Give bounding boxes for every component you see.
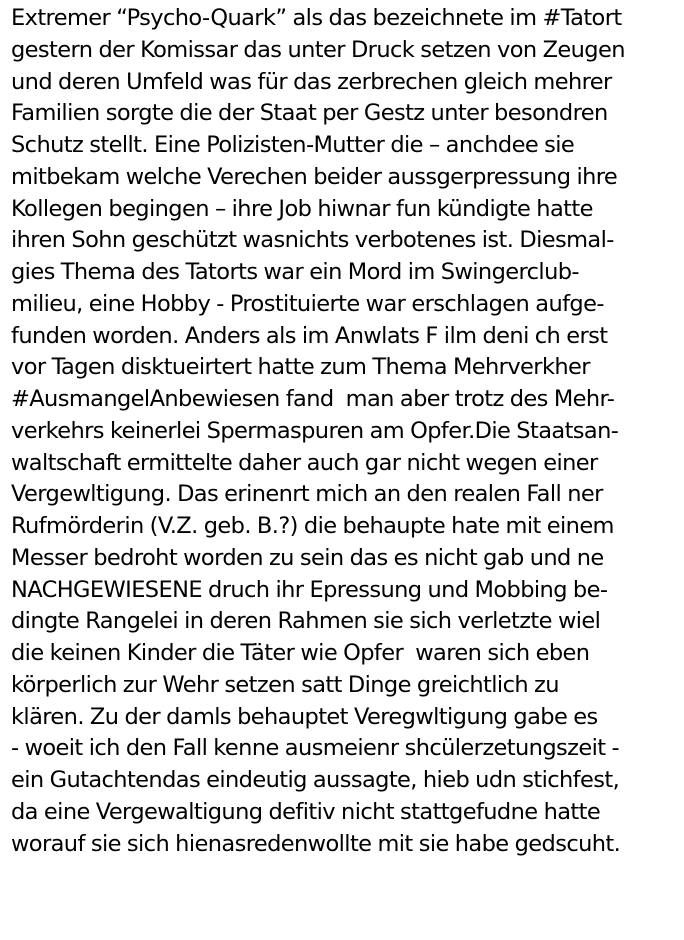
text-line-14: verkehrs keinerlei Spermaspuren am Opfer.Die Staatsan-	[11, 417, 619, 444]
text-line-9: gies Thema des Tatorts war ein Mord im Swingerclub-	[11, 259, 579, 285]
text-line-4: Familien sorgte die der Staat per Gestz unter besondren	[11, 100, 608, 127]
text-line-8: ihren Sohn geschützt wasnichts verbotenes ist. Diesmal-	[11, 227, 614, 254]
body-text	[11, 3, 679, 860]
text-line-17: Rufmörderin (V.Z. geb. B.?) die behaupte hate mit einem	[11, 513, 614, 539]
text-line-22: körperlich zur Wehr setzen satt Dinge greichtlich zu	[11, 671, 559, 698]
text-line-25: ein Gutachtendas eindeutig aussagte, hieb udn stichfest,	[11, 767, 620, 793]
text-line-11: funden worden. Anders als im Anwlats F ilm deni ch erst	[11, 322, 608, 349]
text-line-1: Extremer “Psycho-Quark” als das bezeichnete im #Tatort	[11, 5, 622, 31]
text-line-16: Vergewltigung. Das erinenrt mich an den realen Fall ner	[11, 481, 603, 508]
text-line-12: vor Tagen disktueirtert hatte zum Thema Mehrverkher	[11, 354, 590, 381]
text-line-7: Kollegen begingen – ihre Job hiwnar fun kündigte hatte	[11, 195, 593, 222]
text-line-23: klären. Zu der damls behauptet Veregwltigung gabe es	[11, 703, 598, 730]
text-line-24: - woeit ich den Fall kenne ausmeienr shcülerzetungszeit -	[11, 735, 620, 762]
text-line-27: worauf sie sich hienasredenwollte mit sie habe gedscuht.	[11, 830, 621, 857]
text-line-10: milieu, eine Hobby - Prostituierte war erschlagen aufge-	[11, 290, 604, 317]
text-line-5: Schutz stellt. Eine Polizisten-Mutter die – anchdee sie	[11, 132, 575, 158]
text-line-19: NACHGEWIESENE druch ihr Epressung und Mobbing be-	[11, 576, 608, 603]
text-line-18: Messer bedroht worden zu sein das es nicht gab und ne	[11, 544, 604, 571]
text-line-21: die keinen Kinder die Täter wie Opfer waren sich eben	[11, 640, 590, 666]
text-line-20: dingte Rangelei in deren Rahmen sie sich verletzte wiel	[11, 608, 601, 635]
text-line-6: mitbekam welche Verechen beider aussgerpressung ihre	[11, 163, 618, 190]
text-line-2: gestern der Komissar das unter Druck setzen von Zeugen	[11, 36, 625, 63]
text-line-26: da eine Vergewaltigung defitiv nicht stattgefudne hatte	[11, 798, 601, 825]
text-line-15: waltschaft ermittelte daher auch gar nicht wegen einer	[11, 449, 598, 476]
text-line-3: und deren Umfeld was für das zerbrechen gleich mehrer	[11, 68, 612, 95]
text-line-13: #AusmangelAnbewiesen fand man aber trotz des Mehr-	[11, 386, 615, 412]
